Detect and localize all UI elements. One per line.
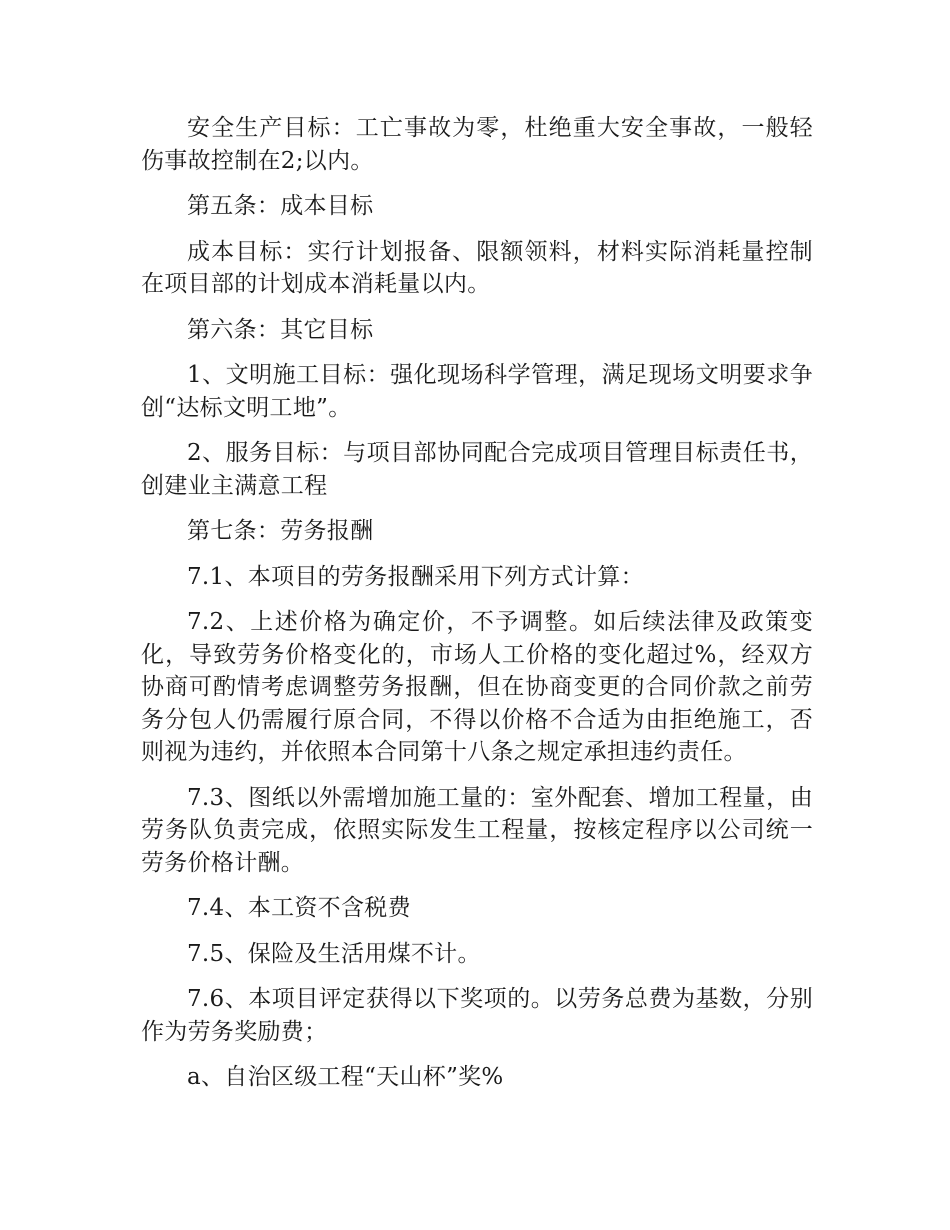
- clause-7-2: 7.2、上述价格为确定价，不予调整。如后续法律及政策变化，导致劳务价格变化的，市场人工价格的变化超过%，经双方协商可酌情考虑调整劳务报酬，但在协商变更的合同价款之前劳务分包人仍需履行原合同，不得以价格不合适为由拒绝施工，否则视为违约，并依照本合同第十八条之规定承担违约责任。: [141, 609, 813, 765]
- clause-7-4: 7.4、本工资不含税费: [187, 895, 411, 921]
- clause-7-1: 7.1、本项目的劳务报酬采用下列方式计算：: [187, 563, 644, 590]
- paragraph-cost-goal: 成本目标：实行计划报备、限额领料，材料实际消耗量控制在项目部的计划成本消耗量以内。: [141, 238, 813, 297]
- heading-article-5: 第五条：成本目标: [187, 193, 374, 219]
- paragraph-service-goal: 2、服务目标：与项目部协同配合完成项目管理目标责任书，创建业主满意工程: [141, 440, 813, 499]
- heading-article-6: 第六条：其它目标: [187, 316, 374, 343]
- document-body: [141, 112, 813, 1107]
- clause-7-6: 7.6、本项目评定获得以下奖项的。以劳务总费为基数，分别作为劳务奖励费；: [141, 986, 813, 1045]
- clause-7-3: 7.3、图纸以外需增加施工量的：室外配套、增加工程量，由劳务队负责完成，依照实际发生工程量，按核定程序以公司统一劳务价格计酬。: [141, 784, 813, 876]
- paragraph-safety-goal: 安全生产目标：工亡事故为零，杜绝重大安全事故，一般轻伤事故控制在2;以内。: [141, 115, 813, 174]
- clause-7-5: 7.5、保险及生活用煤不计。: [187, 940, 481, 967]
- clause-7-6-a: a、自治区级工程“天山杯”奖%: [187, 1064, 504, 1090]
- heading-article-7: 第七条：劳务报酬: [187, 518, 374, 544]
- paragraph-civilized-construction: 1、文明施工目标：强化现场科学管理，满足现场文明要求争创“达标文明工地”。: [141, 362, 813, 421]
